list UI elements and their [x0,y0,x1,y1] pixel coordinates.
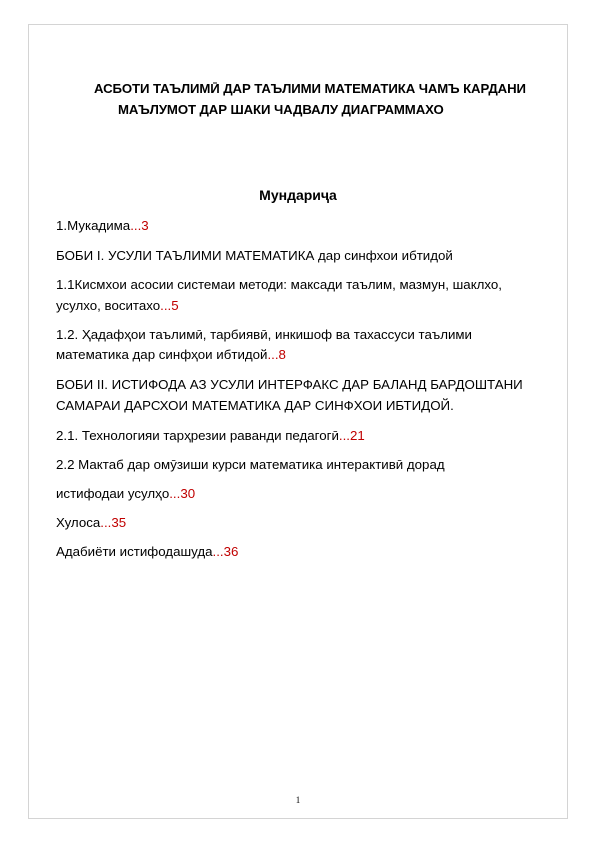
toc-leader-dots: ... [212,544,224,559]
toc-leader-dots: ... [169,486,181,501]
toc-entry-text: истифодаи усулҳо [56,486,170,501]
toc-entry[interactable] [56,345,546,365]
page-border [28,24,568,819]
document-title [40,78,558,120]
toc-page-number: 35 [111,515,127,530]
toc-entry[interactable] [56,325,546,345]
toc-entry-text: 1.1Кисмхои асосии системаи методи: максади таълим, мазмун, шаклхо, [56,277,503,292]
toc-page-number: 30 [180,486,196,501]
toc-entry-text: 1.2. Ҳадафҳои таълимӣ, тарбиявӣ, инкишоф ва тахассуси таълими [56,327,472,342]
toc-entry-text: БОБИ І. УСУЛИ ТАЪЛИМИ МАТЕМАТИКА дар синфхои ибтидой [56,248,453,263]
toc-leader-dots: ... [267,347,279,362]
toc-entry-text: усулхо, воситахо [56,298,161,313]
toc-entry[interactable] [56,275,546,295]
toc-entry-text: 1.Мукадима [56,218,131,233]
toc-entry-text: 2.1. Технологияи тарҳрезии раванди педагогӣ [56,428,339,443]
toc-leader-dots: ... [130,218,142,233]
toc-heading: Мундариҷа [259,187,337,203]
toc-entry-text: Хулоса [56,515,101,530]
toc-entry[interactable] [56,426,546,446]
toc-page-number: 8 [278,347,286,362]
toc-entry[interactable] [56,455,546,475]
toc-entry[interactable] [56,484,546,504]
page-number: 1 [295,795,301,805]
toc-leader-dots: ... [100,515,112,530]
toc-entry[interactable] [56,513,546,533]
title-line-1: АСБОТИ ТАЪЛИМӢ ДАР ТАЪЛИМИ МАТЕМАТИКА ЧАМЪ КАРДАНИ [94,81,526,96]
toc-entry[interactable] [56,542,546,562]
toc-leader-dots: ... [160,298,172,313]
toc-page-number: 21 [349,428,365,443]
toc-entry-text: БОБИ ІІ. ИСТИФОДА АЗ УСУЛИ ИНТЕРФАКС ДАР БАЛАНД БАРДОШТАНИ [56,377,523,392]
toc-page-number: 36 [223,544,239,559]
title-line-2: МАЪЛУМОТ ДАР ШАКИ ЧАДВАЛУ ДИАГРАММАХО [118,102,444,117]
toc-entry[interactable] [56,296,546,316]
toc-leader-dots: ... [338,428,350,443]
toc-entry[interactable] [56,375,546,395]
toc-page-number: 3 [141,218,149,233]
toc-entry-text: математика дар синфҳои ибтидой [56,347,268,362]
toc-entry-text: Адабиёти истифодашуда [56,544,213,559]
toc-entry-text: 2.2 Мактаб дар омӯзиши курси математика интерактивӣ дорад [56,457,445,472]
toc-page-number: 5 [171,298,179,313]
toc-entry-text: САМАРАИ ДАРСХОИ МАТЕМАТИКА ДАР СИНФХОИ ИБТИДОЙ. [56,398,454,413]
toc-entry[interactable] [56,216,546,236]
toc-entry[interactable] [56,246,546,266]
toc-entry[interactable] [56,396,546,416]
